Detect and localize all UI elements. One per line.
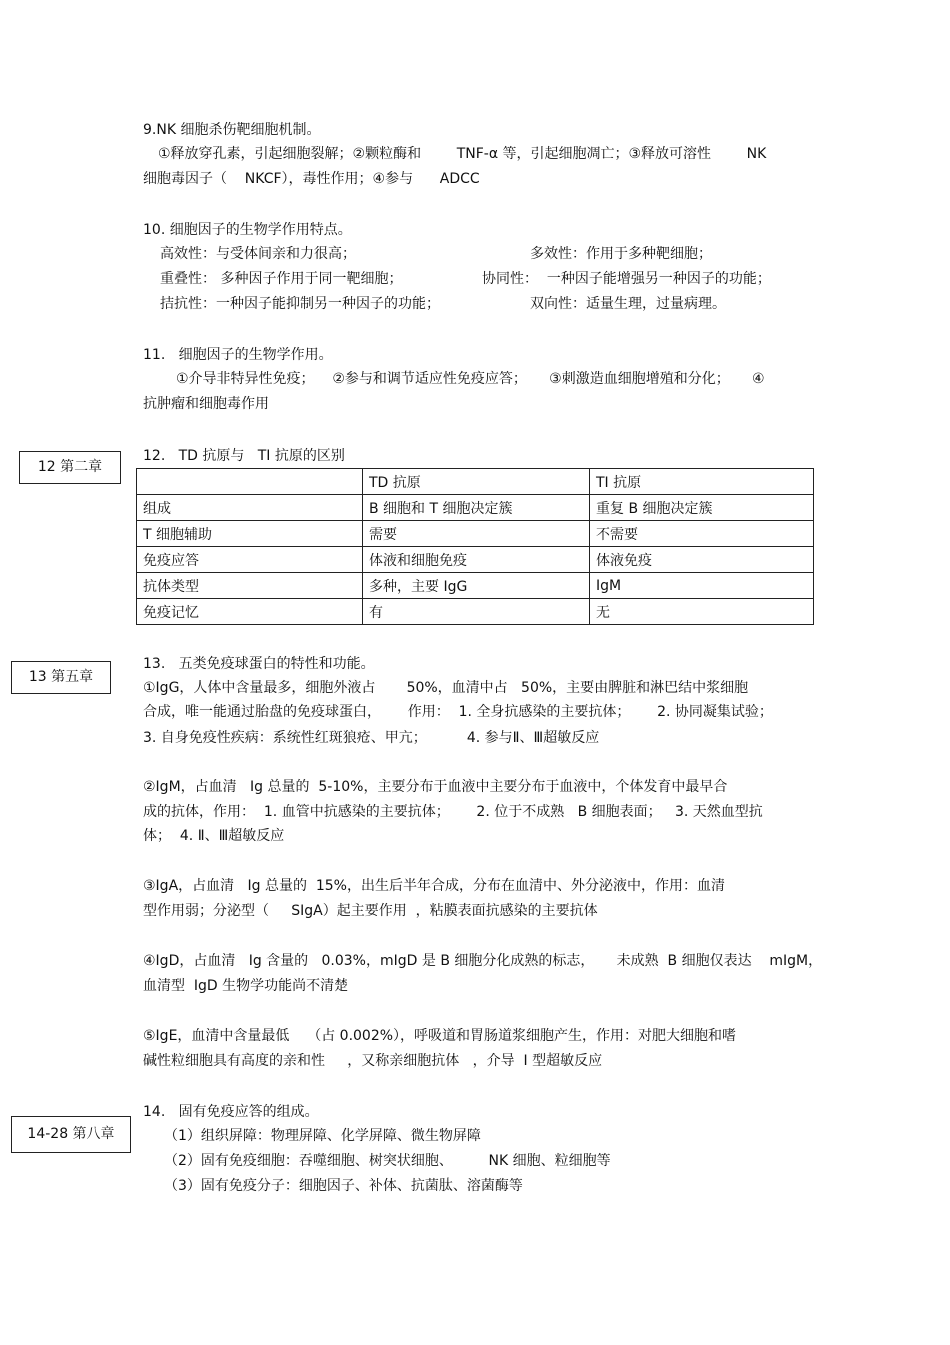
q14-line-3: （3）固有免疫分子：细胞因子、补体、抗菌肽、溶菌酶等 (164, 1178, 523, 1194)
ige-line-2: 碱性粒细胞具有高度的亲和性 ，又称亲细胞抗体 ，介导 I 型超敏反应 (143, 1053, 603, 1069)
table-row (137, 495, 814, 521)
q11-line-1: ①介导非特异性免疫； ②参与和调节适应性免疫应答； ③刺激造血细胞增殖和分化； ④ (176, 371, 765, 387)
chapter-tab-5: 13 第五章 (11, 661, 111, 694)
table-cell: B 细胞和 T 细胞决定簇 (363, 495, 590, 521)
q14-line-2: （2）固有免疫细胞：吞噬细胞、树突状细胞、 NK 细胞、粒细胞等 (164, 1153, 611, 1169)
iga-line-2: 型作用弱；分泌型（ SIgA）起主要作用 ，粘膜表面抗感染的主要抗体 (143, 903, 598, 919)
table-cell: 重复 B 细胞决定簇 (590, 495, 814, 521)
table-cell: 体液免疫 (590, 547, 814, 573)
q9-line-2: 细胞毒因子（ NKCF），毒性作用；④参与 ADCC (143, 171, 480, 187)
chapter-tab-2: 12 第二章 (19, 451, 121, 484)
table-cell: 体液和细胞免疫 (363, 547, 590, 573)
q11-title: 11. 细胞因子的生物学作用。 (143, 347, 333, 363)
q10-row2-right: 协同性： 一种因子能增强另一种因子的功能； (482, 271, 771, 287)
table-cell: T 细胞辅助 (137, 521, 363, 547)
igg-line-2: 合成，唯一能通过胎盘的免疫球蛋白， 作用： 1. 全身抗感染的主要抗体； 2. 协同凝集试验； (143, 704, 773, 720)
table-cell: 抗体类型 (137, 573, 363, 599)
ige-line-1: ⑤IgE，血清中含量最低 （占 0.002%），呼吸道和胃肠道浆细胞产生，作用：对肥大细胞和嗜 (143, 1028, 737, 1044)
q14-line-1: （1）组织屏障：物理屏障、化学屏障、微生物屏障 (164, 1128, 481, 1144)
q13-title: 13. 五类免疫球蛋白的特性和功能。 (143, 656, 375, 672)
q11-line-2: 抗肿瘤和细胞毒作用 (143, 396, 269, 412)
q12-title: 12. TD 抗原与 TI 抗原的区别 (143, 448, 345, 464)
q10-row2-left: 重叠性： 多种因子作用于同一靶细胞； (160, 271, 403, 287)
table-cell: 多种，主要 IgG (363, 573, 590, 599)
q10-row3-left: 拮抗性：一种因子能抑制另一种因子的功能； (160, 296, 440, 312)
iga-line-1: ③IgA，占血清 Ig 总量的 15%，出生后半年合成，分布在血清中、外分泌液中，作用：血清 (143, 878, 725, 894)
table-row (137, 547, 814, 573)
table-cell: 免疫记忆 (137, 599, 363, 625)
table-header-row (137, 469, 814, 495)
table-row (137, 573, 814, 599)
q10-row1-left: 高效性：与受体间亲和力很高； (160, 246, 356, 262)
table-row (137, 521, 814, 547)
q10-row3-right: 双向性：适量生理，过量病理。 (530, 296, 726, 312)
q10-row1-right: 多效性：作用于多种靶细胞； (530, 246, 712, 262)
igm-line-1: ②IgM，占血清 Ig 总量的 5-10%，主要分布于血液中主要分布于血液中，个体发育中最早合 (143, 779, 728, 795)
table-cell: 免疫应答 (137, 547, 363, 573)
table-row (137, 599, 814, 625)
table-cell: 不需要 (590, 521, 814, 547)
igm-line-3: 体； 4. Ⅱ、Ⅲ超敏反应 (143, 828, 285, 844)
chapter-tab-8: 14-28 第八章 (11, 1116, 131, 1153)
igd-line-1: ④IgD，占血清 Ig 含量的 0.03%，mIgD 是 B 细胞分化成熟的标志， 未成熟 B 细胞仅表达 mIgM， (143, 953, 823, 969)
table-cell: 无 (590, 599, 814, 625)
table-cell: 组成 (137, 495, 363, 521)
q14-title: 14. 固有免疫应答的组成。 (143, 1104, 319, 1120)
igg-line-3: 3. 自身免疫性疾病：系统性红斑狼疮、甲亢； 4. 参与Ⅱ、Ⅲ超敏反应 (143, 730, 600, 746)
td-ti-comparison-table (136, 468, 814, 625)
igg-line-1: ①IgG，人体中含量最多，细胞外液占 50%，血清中占 50%，主要由脾脏和淋巴结中浆细胞 (143, 680, 749, 696)
table-header-cell: TD 抗原 (363, 469, 590, 495)
table-cell: 需要 (363, 521, 590, 547)
table-header-cell (137, 469, 363, 495)
table-cell: IgM (590, 573, 814, 599)
q9-title: 9.NK 细胞杀伤靶细胞机制。 (143, 122, 321, 138)
igm-line-2: 成的抗体，作用： 1. 血管中抗感染的主要抗体； 2. 位于不成熟 B 细胞表面； 3. 天然血型抗 (143, 804, 763, 820)
table-header-cell: TI 抗原 (590, 469, 814, 495)
igd-line-2: 血清型 IgD 生物学功能尚不清楚 (143, 978, 349, 994)
table-cell: 有 (363, 599, 590, 625)
q9-line-1: ①释放穿孔素，引起细胞裂解；②颗粒酶和 TNF-α 等，引起细胞凋亡；③释放可溶性 NK (158, 146, 767, 162)
q10-title: 10. 细胞因子的生物学作用特点。 (143, 222, 352, 238)
